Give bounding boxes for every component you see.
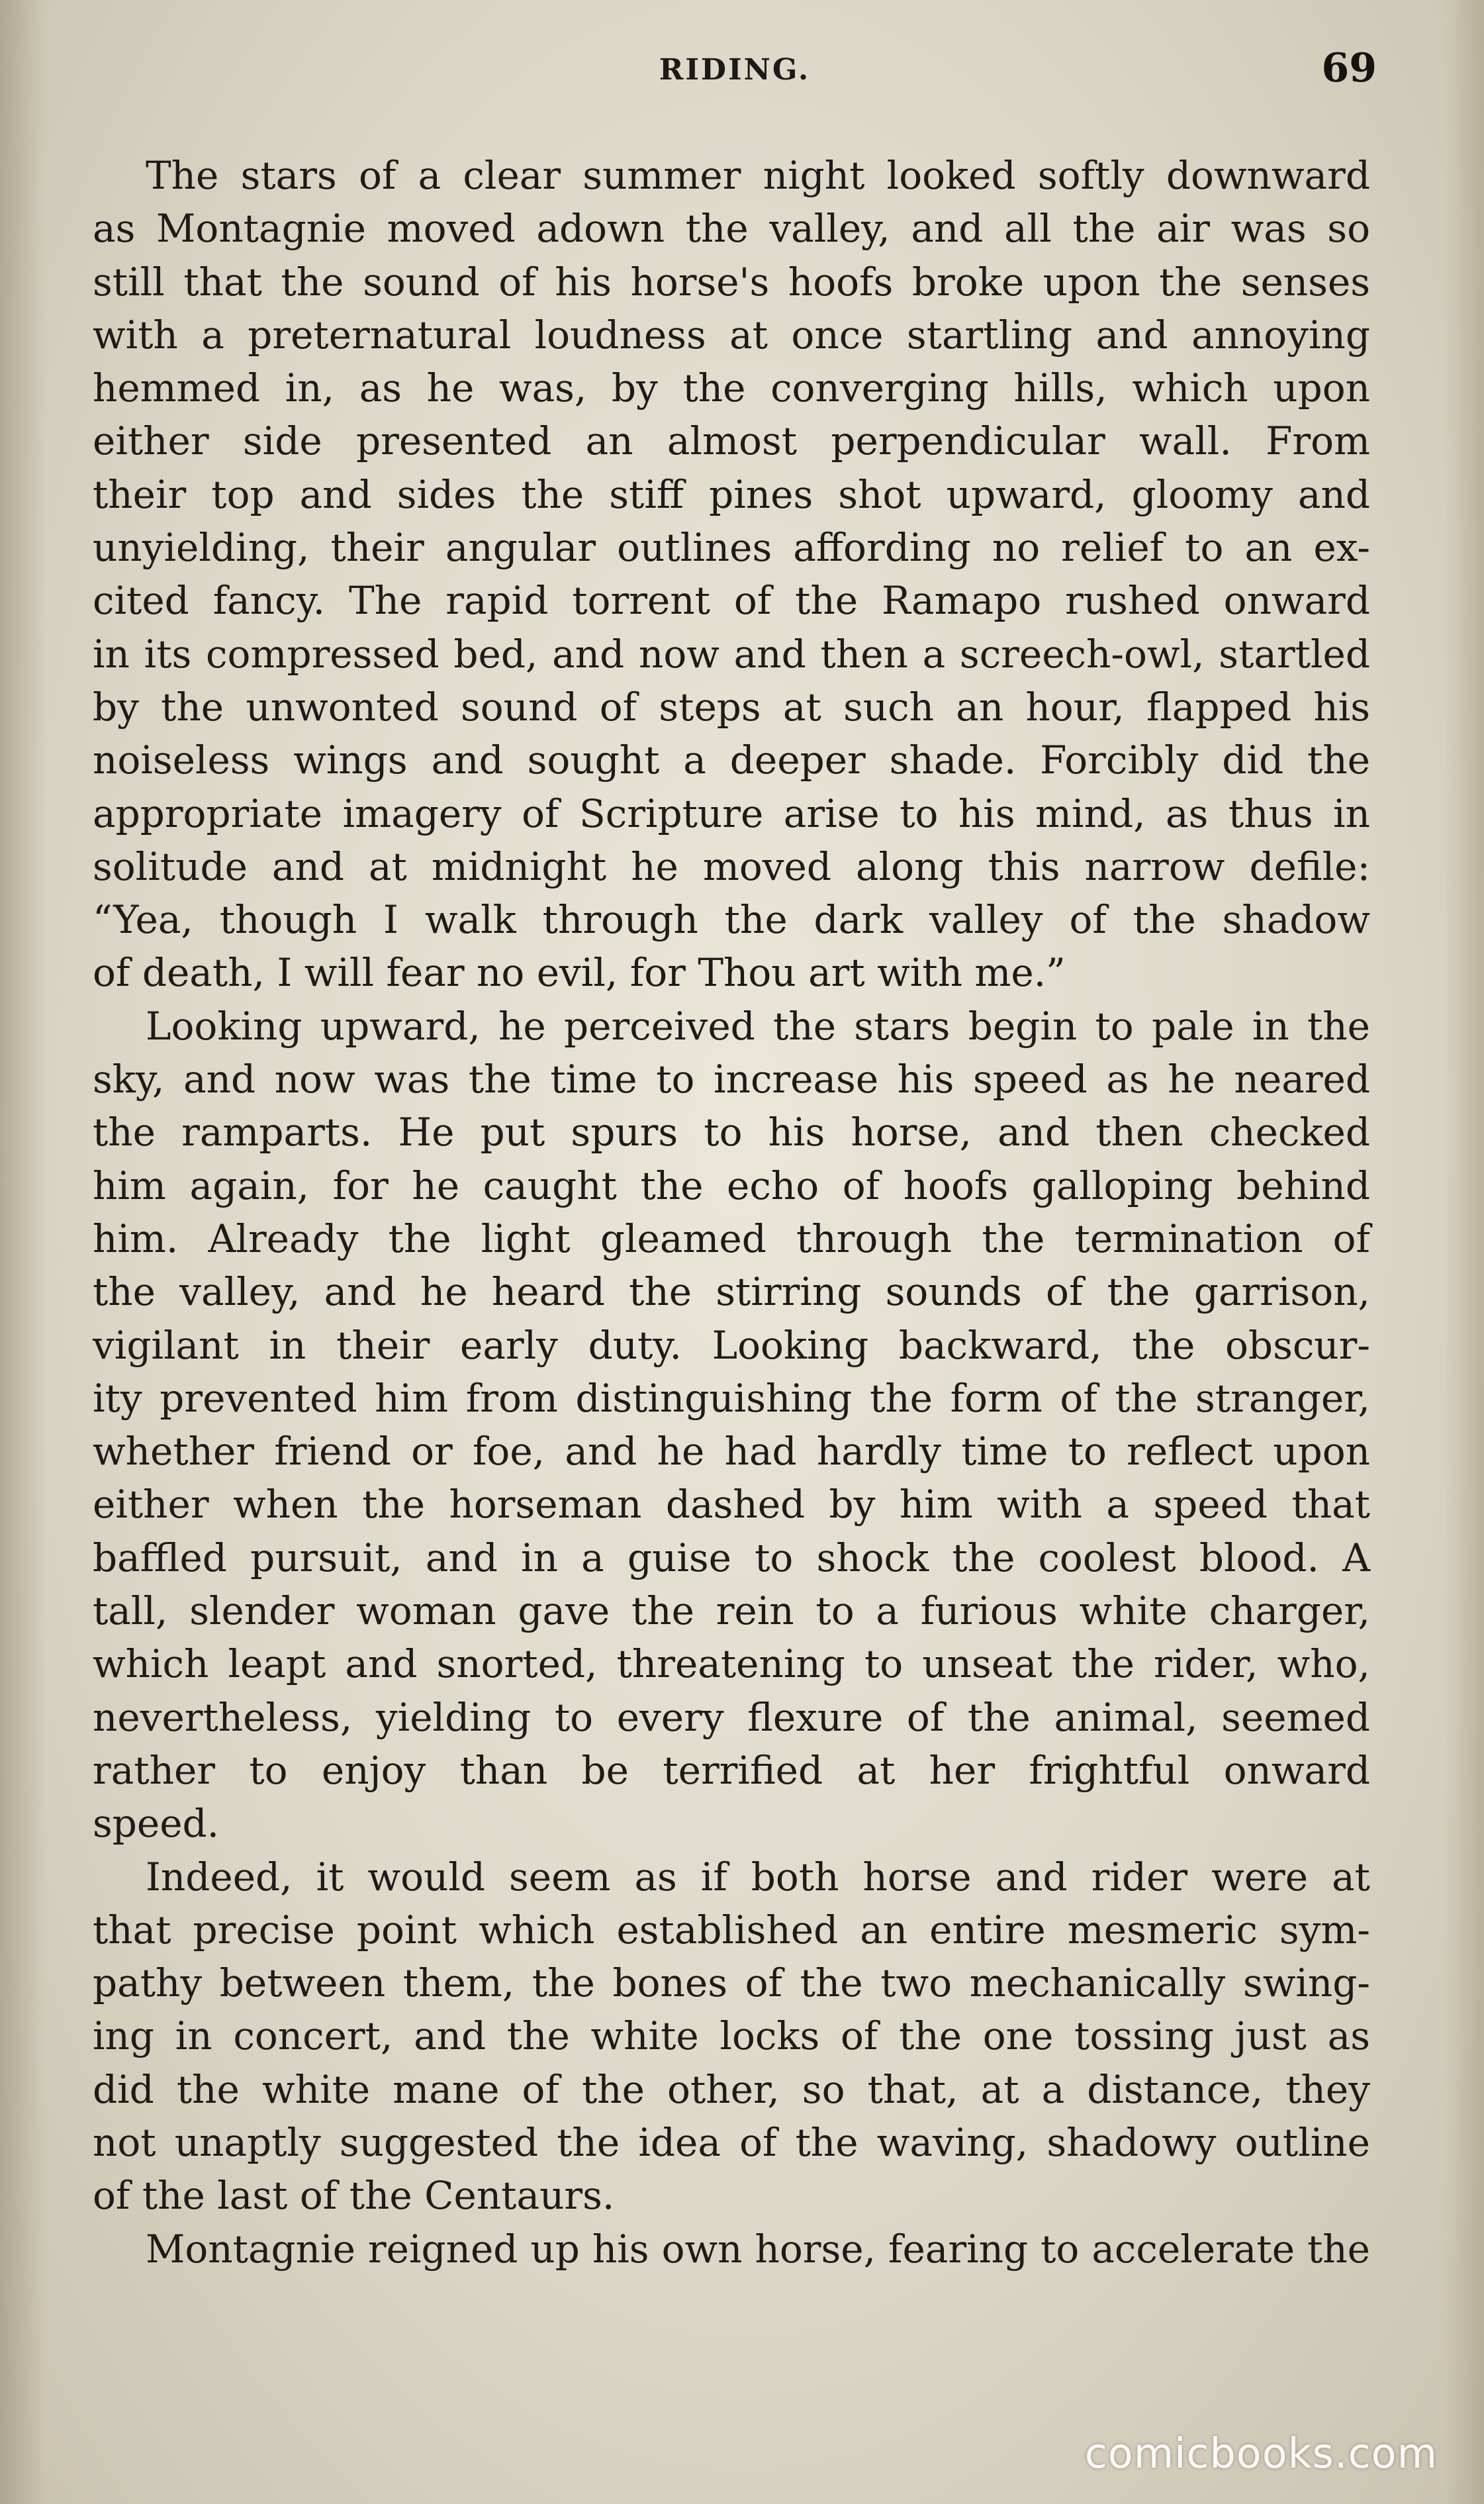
page-shadow-left xyxy=(0,0,46,2504)
watermark: comicbooks.com xyxy=(1084,2429,1438,2478)
text-line: the valley, and he heard the stirring sounds of the garrison, xyxy=(93,1269,1370,1315)
text-line: either side presented an almost perpendicular wall. From xyxy=(93,418,1370,464)
page-shadow-right xyxy=(1444,0,1484,2504)
text-line: did the white mane of the other, so that, at a distance, they xyxy=(93,2066,1370,2112)
text-line: ity prevented him from distinguishing the form of the stranger, xyxy=(93,1375,1370,1421)
text-line: of death, I will fear no evil, for Thou art with me.” xyxy=(93,950,1066,996)
text-line: “Yea, though I walk through the dark valley of the shadow xyxy=(93,897,1370,943)
text-line: rather to enjoy than be terrified at her frightful onward xyxy=(93,1747,1370,1793)
text-line: Looking upward, he perceived the stars begin to pale in the xyxy=(146,1003,1370,1049)
text-line: of the last of the Centaurs. xyxy=(93,2173,615,2219)
body-text xyxy=(93,149,1370,2301)
text-line: unyielding, their angular outlines affording no relief to an ex- xyxy=(93,525,1370,571)
text-line: him. Already the light gleamed through the termination of xyxy=(93,1216,1370,1261)
text-line: pathy between them, the bones of the two mechanically swing- xyxy=(93,1960,1370,2006)
text-line: either when the horseman dashed by him with a speed that xyxy=(93,1482,1370,1527)
text-line: solitude and at midnight he moved along this narrow defile: xyxy=(93,843,1370,889)
text-line: The stars of a clear summer night looked softly downward xyxy=(146,153,1370,198)
text-line: hemmed in, as he was, by the converging hills, which upon xyxy=(93,365,1370,411)
text-line: noiseless wings and sought a deeper shade. Forcibly did the xyxy=(93,738,1370,783)
text-line: Indeed, it would seem as if both horse and rider were at xyxy=(146,1854,1370,1900)
text-line: tall, slender woman gave the rein to a furious white charger, xyxy=(93,1588,1370,1634)
running-head: RIDING. xyxy=(659,53,811,87)
text-line: that precise point which established an entire mesmeric sym- xyxy=(93,1907,1370,1952)
text-line: nevertheless, yielding to every flexure of the animal, seemed xyxy=(93,1694,1370,1740)
text-line: the ramparts. He put spurs to his horse, and then checked xyxy=(93,1110,1370,1155)
paragraph xyxy=(93,1000,1370,1851)
text-line: as Montagnie moved adown the valley, and all the air was so xyxy=(93,206,1370,252)
text-line: appropriate imagery of Scripture arise to his mind, as thus in xyxy=(93,791,1370,836)
text-line: ing in concert, and the white locks of the one tossing just as xyxy=(93,2013,1370,2059)
text-line: baffled pursuit, and in a guise to shock the coolest blood. A xyxy=(93,1535,1370,1580)
text-line: not unaptly suggested the idea of the waving, shadowy outline xyxy=(93,2119,1370,2165)
text-line: still that the sound of his horse's hoofs broke upon the senses xyxy=(93,259,1370,305)
paragraph xyxy=(93,1851,1370,2223)
text-line: whether friend or foe, and he had hardly time to reflect upon xyxy=(93,1429,1370,1474)
text-line: Montagnie reigned up his own horse, fearing to accelerate the xyxy=(146,2226,1370,2272)
page-number: 69 xyxy=(1321,45,1377,91)
text-line: in its compressed bed, and now and then a screech-owl, startled xyxy=(93,631,1370,677)
paragraph xyxy=(93,149,1370,1000)
text-line: him again, for he caught the echo of hoofs galloping behind xyxy=(93,1163,1370,1208)
text-line: with a preternatural loudness at once startling and annoying xyxy=(93,312,1370,358)
text-line: sky, and now was the time to increase his speed as he neared xyxy=(93,1057,1370,1102)
text-line: vigilant in their early duty. Looking backward, the obscur- xyxy=(93,1322,1370,1368)
text-line: speed. xyxy=(93,1801,220,1847)
paragraph xyxy=(93,2223,1370,2276)
text-line: their top and sides the stiff pines shot upward, gloomy and xyxy=(93,471,1370,517)
page-header xyxy=(93,40,1377,99)
text-line: which leapt and snorted, threatening to unseat the rider, who, xyxy=(93,1641,1370,1687)
text-line: by the unwonted sound of steps at such an hour, flapped his xyxy=(93,684,1370,730)
text-line: cited fancy. The rapid torrent of the Ramapo rushed onward xyxy=(93,578,1370,624)
